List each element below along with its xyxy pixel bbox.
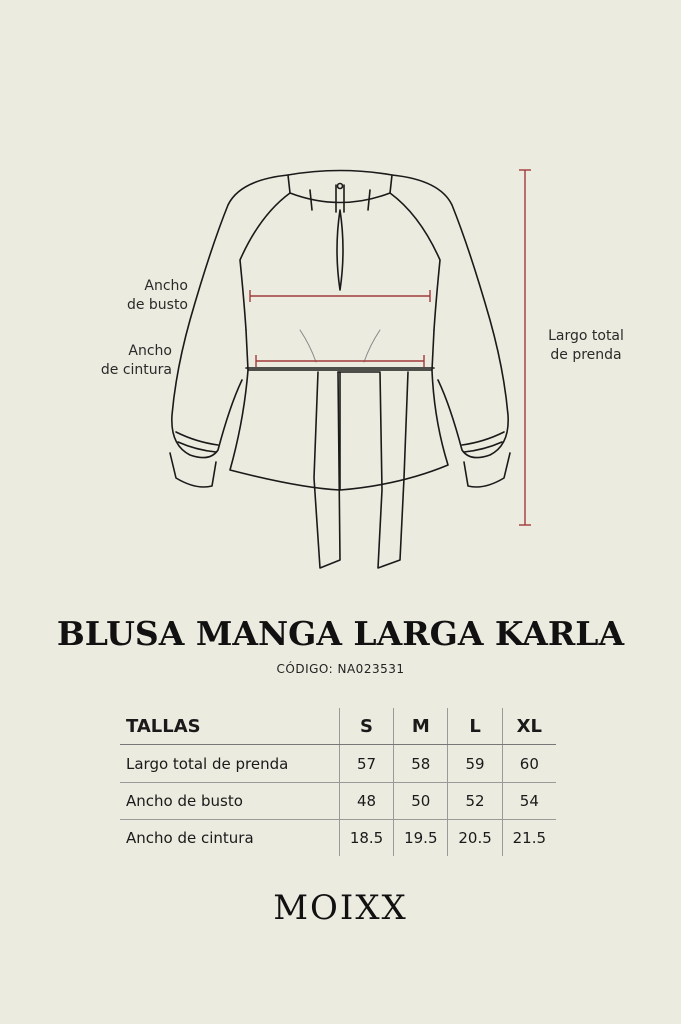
brand-logo: MOIXX (273, 888, 408, 928)
length-measure-line (519, 170, 531, 525)
cell-value: 18.5 (339, 820, 393, 857)
header-size-xl: XL (502, 708, 556, 745)
waist-measure-line (256, 355, 424, 367)
right-raglan-seam (390, 193, 440, 330)
bust-measure-line (250, 290, 430, 302)
button-icon (338, 184, 343, 189)
length-label-line2: de prenda (550, 347, 622, 363)
waist-label-line1: Ancho (128, 343, 172, 359)
header-size-m: M (394, 708, 448, 745)
keyhole-opening (337, 210, 343, 290)
bust-darts (300, 330, 380, 362)
cell-value: 21.5 (502, 820, 556, 857)
size-table-header (120, 708, 556, 745)
length-label-line1: Largo total (548, 328, 624, 344)
right-tie (338, 372, 408, 568)
right-sleeve (392, 175, 508, 458)
cell-value: 58 (394, 745, 448, 783)
length-label (540, 327, 632, 365)
cell-value: 60 (502, 745, 556, 783)
row-label: Ancho de busto (120, 783, 339, 820)
collar-outline (288, 171, 392, 203)
row-label: Largo total de prenda (120, 745, 339, 783)
header-tallas: TALLAS (120, 708, 339, 745)
left-raglan-seam (240, 193, 290, 330)
cell-value: 59 (448, 745, 502, 783)
cell-value: 54 (502, 783, 556, 820)
cell-value: 19.5 (394, 820, 448, 857)
table-row (120, 745, 556, 783)
size-table (120, 708, 556, 856)
right-cuff (464, 453, 510, 487)
row-label: Ancho de cintura (126, 829, 254, 847)
waist-label (90, 342, 172, 380)
cell-value: 57 (339, 745, 393, 783)
table-row (120, 783, 556, 820)
product-code: CÓDIGO: NA023531 (276, 662, 405, 676)
bust-label-line1: Ancho (144, 278, 188, 294)
header-size-l: L (448, 708, 502, 745)
left-cuff (170, 453, 216, 487)
bust-label (118, 277, 188, 315)
waist-label-line2: de cintura (100, 362, 172, 378)
cell-value: 52 (448, 783, 502, 820)
cell-value: 20.5 (448, 820, 502, 857)
header-size-s: S (339, 708, 393, 745)
cell-value: 48 (339, 783, 393, 820)
bust-label-line2: de busto (126, 297, 188, 313)
product-title: BLUSA MANGA LARGA KARLA (56, 614, 625, 653)
table-row (120, 820, 556, 857)
left-sleeve (172, 175, 288, 458)
left-tie (314, 372, 340, 568)
cell-value: 50 (394, 783, 448, 820)
bodice (246, 330, 434, 370)
collar-pleats (310, 190, 370, 210)
